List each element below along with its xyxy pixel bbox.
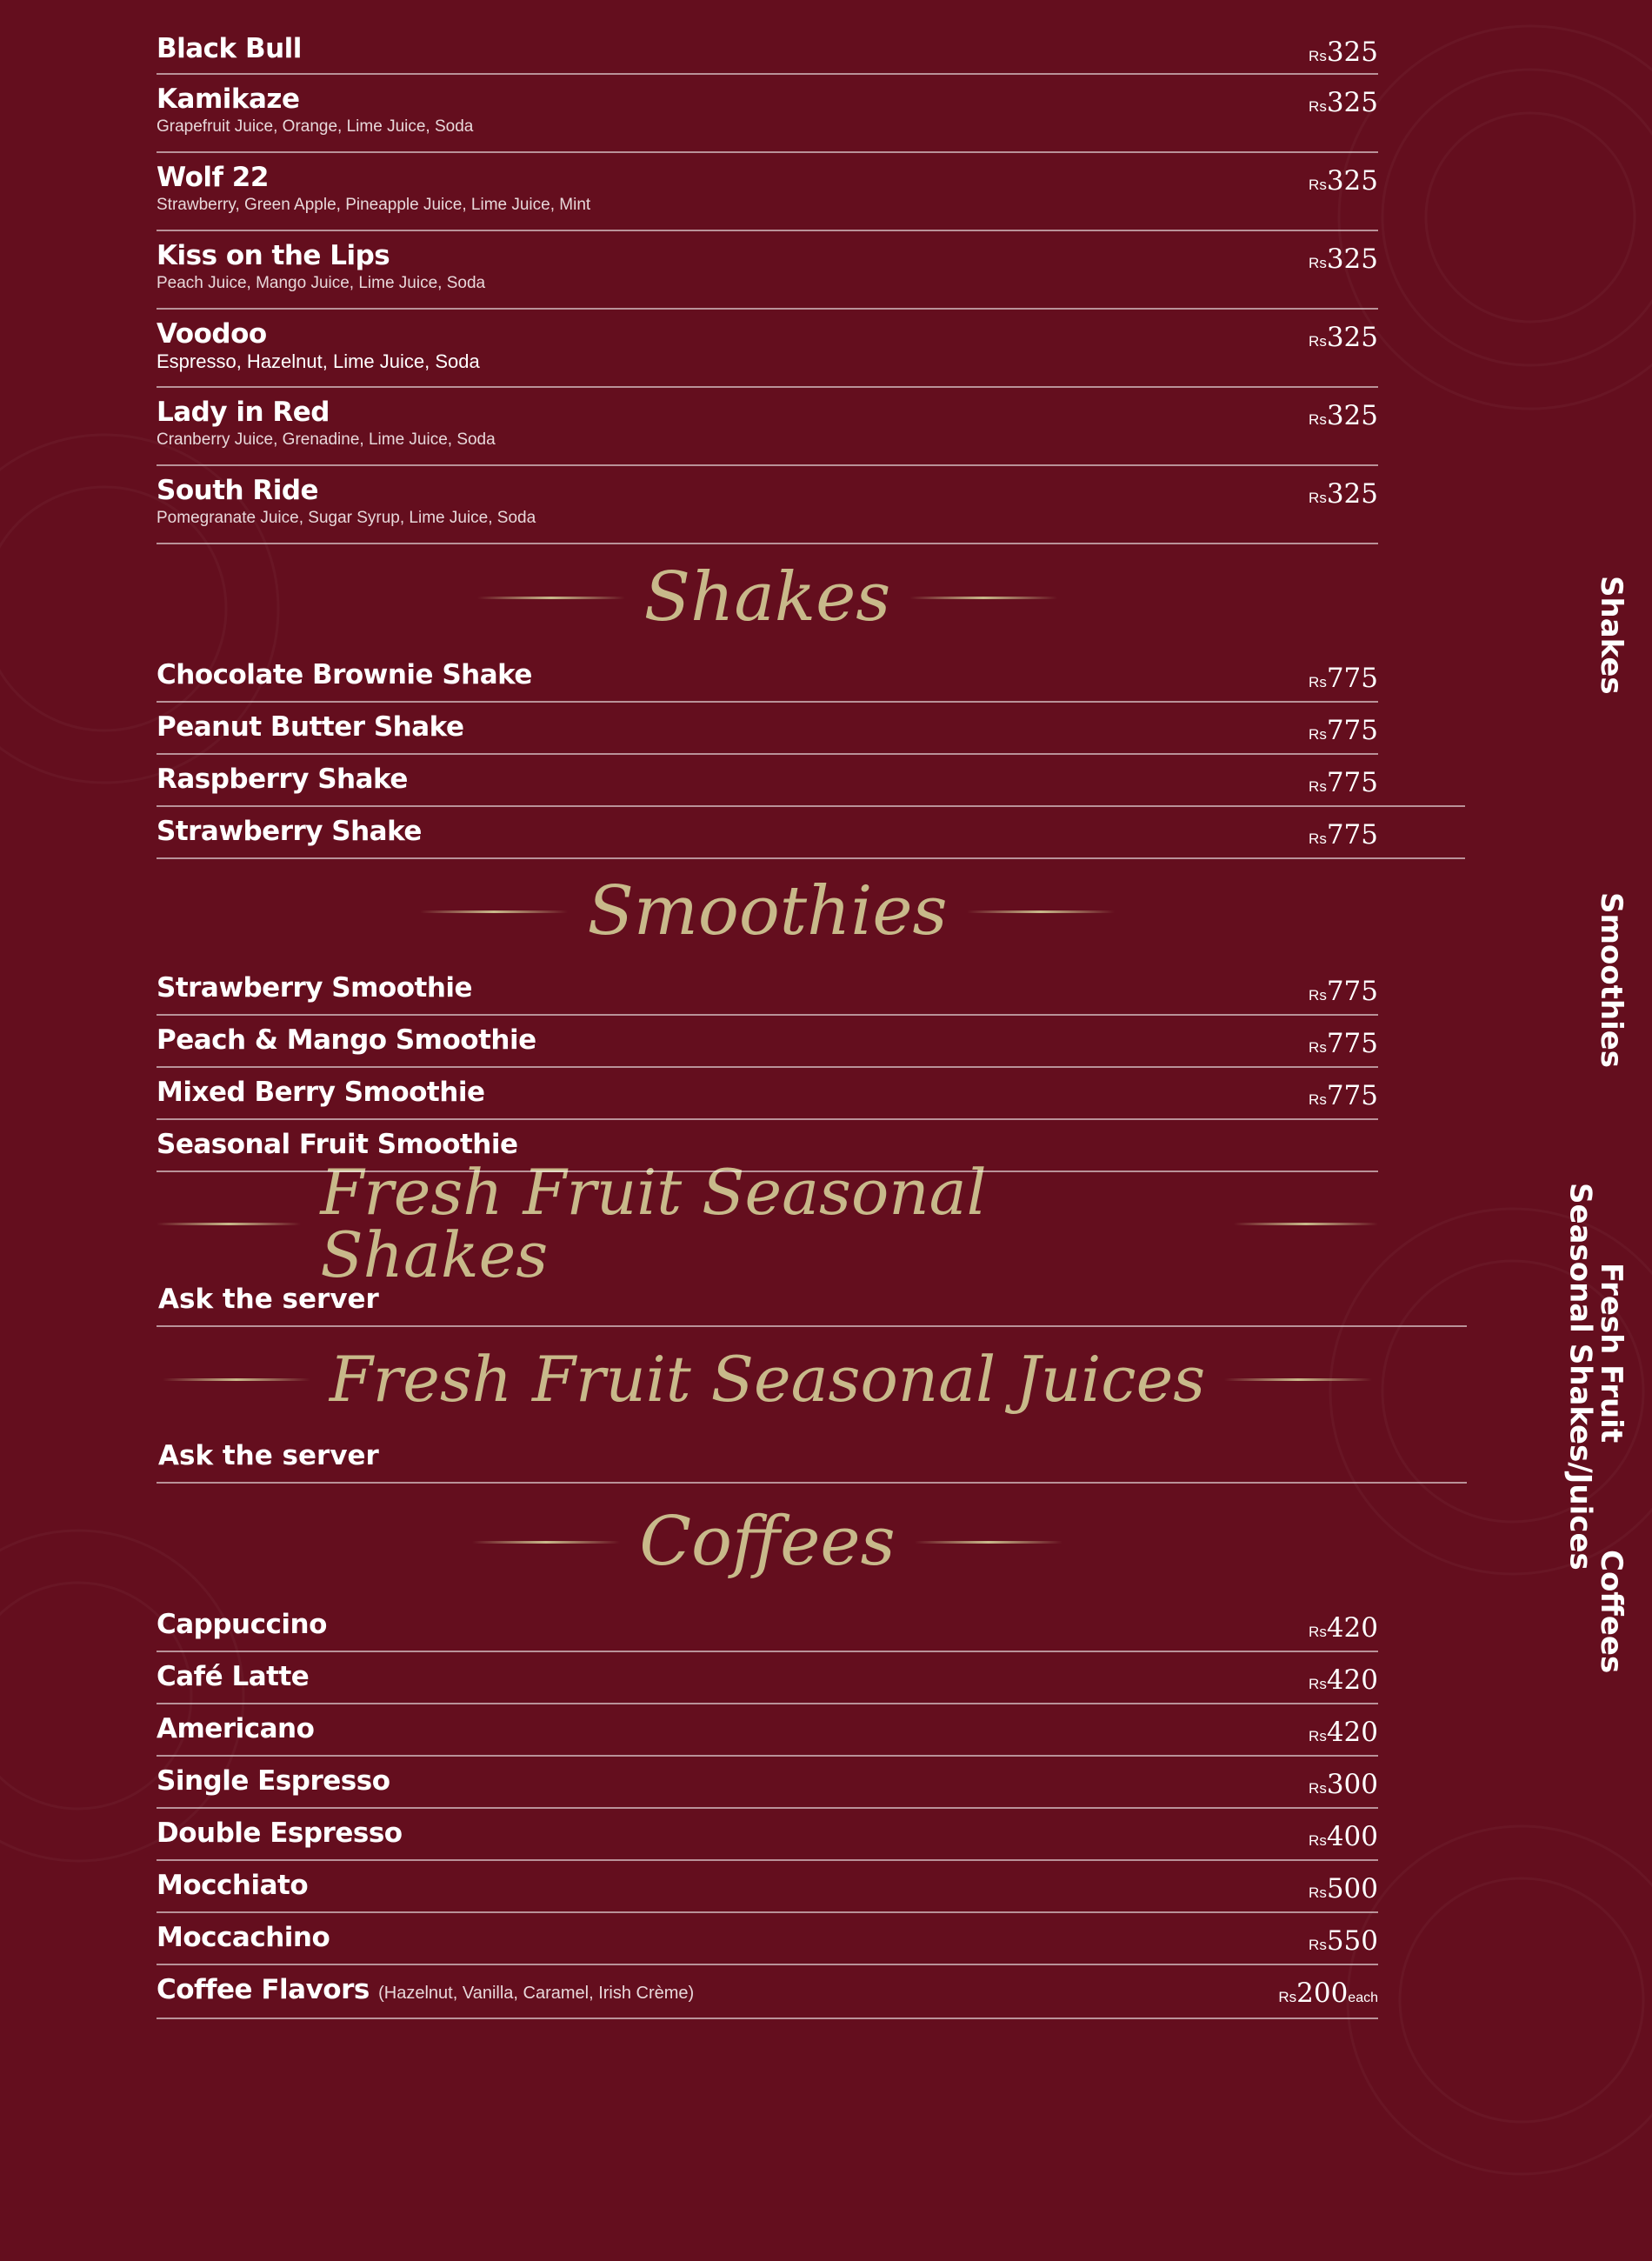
menu-item [157, 1809, 1378, 1861]
menu-item [157, 24, 1378, 75]
item-name: Americano [157, 1713, 315, 1744]
item-price: Rs325 [1309, 478, 1378, 510]
item-name: Raspberry Shake [157, 764, 408, 795]
divider-line [472, 1541, 620, 1544]
menu-item [157, 1120, 1378, 1172]
divider-line [1234, 1223, 1378, 1225]
item-description: Espresso, Hazelnut, Lime Juice, Soda [157, 350, 480, 372]
item-price: Rs400 [1309, 1821, 1378, 1852]
side-tab-coffees: Coffees [1594, 1550, 1629, 1674]
item-description: Strawberry, Green Apple, Pineapple Juice, Lime Juice, Mint [157, 196, 591, 214]
menu-item [157, 1016, 1378, 1068]
side-tab-smoothies: Smoothies [1594, 892, 1629, 1069]
item-name: Kiss on the Lips [157, 240, 390, 271]
item-name: Peanut Butter Shake [157, 711, 464, 743]
item-price: Rs775 [1309, 1028, 1378, 1059]
smoothies-list [157, 964, 1378, 1172]
item-description: (Hazelnut, Vanilla, Caramel, Irish Crème) [378, 1984, 695, 2003]
item-price: Rs775 [1309, 976, 1378, 1007]
item-name: Moccachino [157, 1922, 330, 1953]
item-price: Rs420 [1309, 1664, 1378, 1696]
item-price: Rs420 [1309, 1717, 1378, 1748]
item-name: Mocchiato [157, 1870, 309, 1901]
menu-item [157, 75, 1378, 153]
item-price: Rs300 [1309, 1769, 1378, 1800]
seasonal-juices-note: Ask the server [157, 1431, 1467, 1484]
menu-item [157, 466, 1378, 544]
item-name: Voodoo [157, 318, 267, 350]
item-name: Café Latte [157, 1661, 310, 1692]
item-price: Rs775 [1309, 819, 1378, 850]
menu-item [157, 807, 1465, 859]
menu-item [157, 1068, 1378, 1120]
menu-item [157, 310, 1378, 388]
item-price: Rs325 [1309, 37, 1378, 68]
item-name: Coffee Flavors (Hazelnut, Vanilla, Caramel, Irish Crème) [157, 1974, 695, 2005]
item-name: Kamikaze [157, 83, 300, 115]
menu-item [157, 1861, 1378, 1913]
item-price: Rs550 [1309, 1925, 1378, 1957]
coffees-list [157, 1600, 1378, 2019]
menu-item [157, 388, 1378, 466]
menu-item [157, 153, 1378, 231]
item-name: Black Bull [157, 33, 302, 64]
section-title-seasonal-juices: Fresh Fruit Seasonal Juices [157, 1327, 1378, 1431]
item-name: South Ride [157, 475, 319, 506]
item-price: Rs325 [1309, 165, 1378, 197]
item-description: Peach Juice, Mango Juice, Lime Juice, Soda [157, 274, 486, 292]
section-title-coffees: Coffees [157, 1484, 1378, 1600]
shakes-list [157, 650, 1378, 859]
menu-item [157, 1600, 1378, 1652]
item-name: Mixed Berry Smoothie [157, 1077, 485, 1108]
item-name: Double Espresso [157, 1817, 403, 1849]
divider-line [157, 1223, 301, 1225]
side-tab-fresh-fruit: Fresh Fruit Seasonal Shakes/Juices [1562, 1183, 1629, 1571]
item-name: Lady in Red [157, 397, 330, 428]
item-price: Rs775 [1309, 767, 1378, 798]
divider-line [909, 597, 1057, 599]
item-description: Grapefruit Juice, Orange, Lime Juice, Soda [157, 117, 474, 136]
item-price: Rs775 [1309, 663, 1378, 694]
section-title-smoothies: Smoothies [157, 859, 1378, 964]
item-name: Peach & Mango Smoothie [157, 1024, 536, 1056]
menu-item [157, 1757, 1378, 1809]
item-name: Strawberry Shake [157, 816, 422, 847]
divider-line [915, 1541, 1062, 1544]
item-name: Single Espresso [157, 1765, 390, 1797]
item-price: Rs500 [1309, 1873, 1378, 1904]
divider-line [477, 597, 625, 599]
item-name: Chocolate Brownie Shake [157, 659, 532, 690]
divider-line [163, 1378, 310, 1381]
item-name: Cappuccino [157, 1609, 327, 1640]
item-description: Cranberry Juice, Grenadine, Lime Juice, Soda [157, 430, 496, 449]
item-price: Rs325 [1309, 87, 1378, 118]
menu-item [157, 650, 1378, 703]
item-name: Strawberry Smoothie [157, 972, 473, 1004]
section-title-seasonal-shakes: Fresh Fruit Seasonal Shakes [157, 1172, 1378, 1275]
item-name: Wolf 22 [157, 162, 269, 193]
menu [157, 24, 1378, 2019]
item-price: Rs420 [1309, 1612, 1378, 1644]
menu-item [157, 231, 1378, 310]
item-price: Rs325 [1309, 322, 1378, 353]
divider-line [967, 910, 1115, 913]
item-price: Rs775 [1309, 1080, 1378, 1111]
menu-item [157, 1704, 1378, 1757]
item-price: Rs325 [1309, 243, 1378, 275]
divider-line [1224, 1378, 1372, 1381]
side-tab-shakes: Shakes [1594, 576, 1629, 695]
menu-item [157, 1913, 1378, 1965]
item-price: Rs200each [1278, 1978, 1378, 2009]
menu-item [157, 1652, 1378, 1704]
menu-item [157, 964, 1378, 1016]
item-description: Pomegranate Juice, Sugar Syrup, Lime Juice, Soda [157, 509, 536, 527]
menu-item [157, 755, 1465, 807]
menu-item [157, 703, 1378, 755]
item-name: Seasonal Fruit Smoothie [157, 1129, 518, 1160]
item-price: Rs775 [1309, 715, 1378, 746]
divider-line [420, 910, 568, 913]
seasonal-shakes-note: Ask the server [157, 1275, 1467, 1327]
item-price: Rs325 [1309, 400, 1378, 431]
cocktail-list [157, 24, 1378, 544]
menu-item [157, 1965, 1378, 2019]
section-title-shakes: Shakes [157, 544, 1378, 650]
